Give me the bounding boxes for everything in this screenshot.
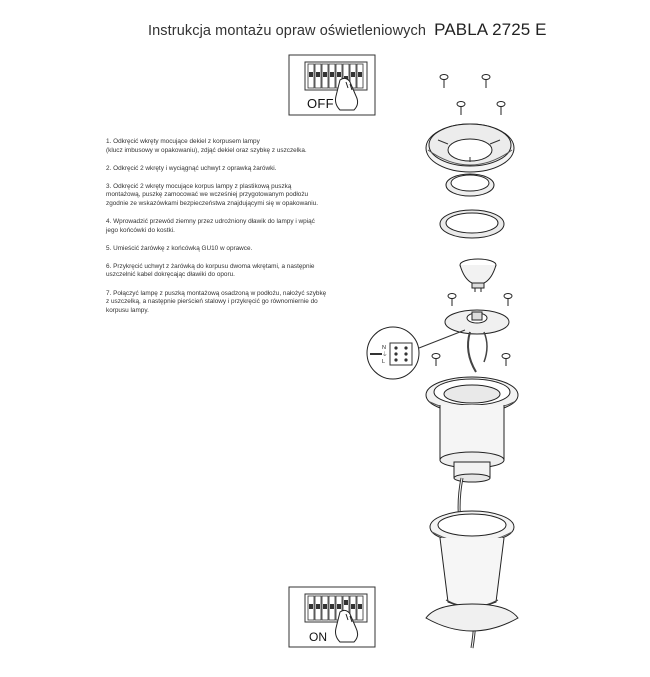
step-line: z uszczelką, a następnie pierścień stalowy i przykręcić go równomiernie do — [106, 298, 318, 306]
title-text: Instrukcja montażu opraw oświetleniowych — [148, 23, 427, 39]
socket-holder — [445, 310, 509, 372]
screw-icons-top — [440, 75, 505, 116]
mounting-box — [426, 511, 518, 631]
off-label: OFF — [307, 96, 334, 111]
gu10-bulb — [460, 259, 496, 292]
wiring-label-earth: ⏚ — [382, 352, 388, 358]
step-line: jego końcówki do kostki. — [106, 226, 175, 234]
wiring-label-n: N — [382, 345, 386, 351]
step-line: zgodnie ze wskazówkami bezpieczeństwa znajdującymi się w opakowaniu. — [106, 199, 319, 207]
step-line: 4. Wprowadzić przewód ziemny przez udrożniony dławik do lampy i wpiąć — [106, 218, 315, 226]
step-line: 1. Odkręcić wkręty mocujące dekiel z korpusem lampy — [106, 138, 260, 145]
step-line: uszczelnić kabel dokręcając dławiki do oporu. — [106, 271, 235, 279]
step-line: korpusu lampy. — [106, 306, 149, 314]
cover-ring — [426, 124, 514, 172]
step-line: 6. Przykręcić uchwyt z żarówką do korpusu dwoma wkrętami, a następnie — [106, 262, 315, 270]
step-line: montażową, puszkę zamocować we wcześniej przygotowanym podłożu — [106, 191, 309, 199]
step-line: 5. Umieścić żarówkę z końcówką GU10 w oprawce. — [106, 244, 253, 252]
screw-icons-holder — [448, 294, 512, 307]
gasket-ring — [440, 210, 504, 238]
breaker-panel-on — [289, 587, 375, 647]
step-line: 2. Odkręcić 2 wkręty i wyciągnąć uchwyt z oprawką żarówki. — [106, 164, 277, 172]
step-line: 7. Połączyć lampę z puszką montażową osadzoną w podłożu, nałożyć szybkę — [106, 289, 327, 297]
lamp-body — [426, 377, 518, 482]
title-brand: PABLA 2725 E — [434, 20, 547, 39]
step-line: (klucz imbusowy w opakowaniu), zdjąć dekiel oraz szybkę z uszczelka. — [106, 146, 307, 154]
on-label: ON — [309, 630, 327, 644]
step-line: 3. Odkręcić 2 wkręty mocujące korpus lampy z plastikową puszką — [106, 182, 292, 190]
wiring-label-l: L — [382, 359, 386, 365]
glass-disc — [446, 174, 494, 196]
